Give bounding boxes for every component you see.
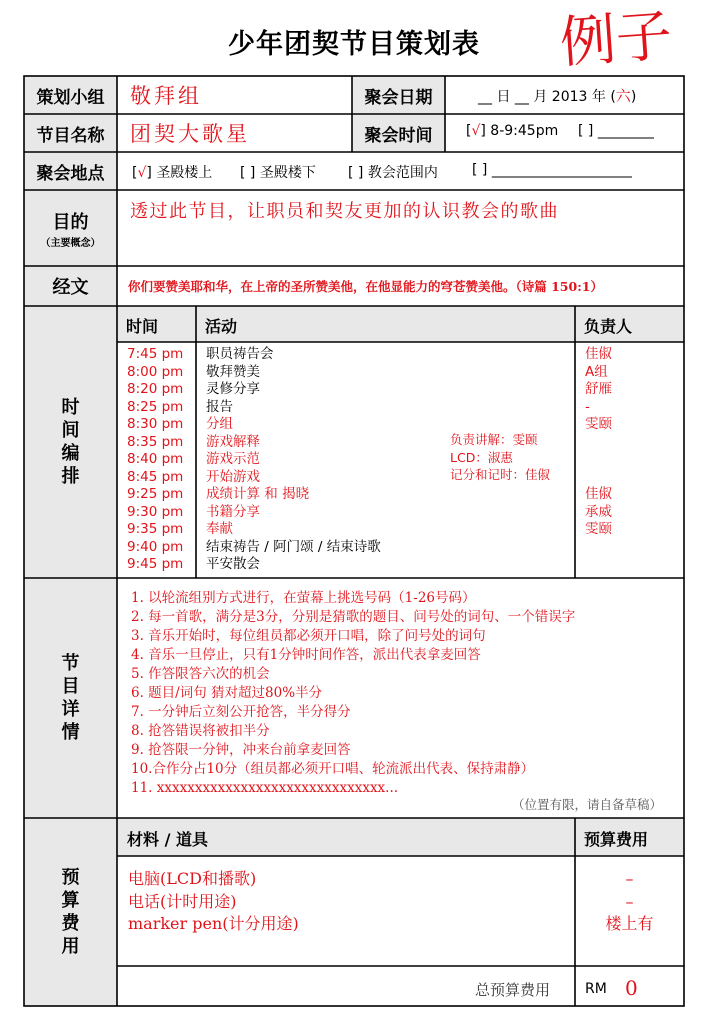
schedule-time: 8:25 pm [127,398,184,415]
schedule-activity: 平安散会 [206,556,260,572]
group-label: 策划小组 [36,87,105,108]
budget-cost: 楼上有 [605,914,654,933]
schedule-time: 8:30 pm [127,416,184,432]
total-value: 0 [625,976,638,1000]
schedule-person [585,469,612,487]
schedule-person: - [585,398,590,415]
check-icon: √ [471,123,481,139]
col-cost-header: 预算费用 [584,830,649,849]
budget-costs [575,868,684,936]
budget-side-label: 预 算 费 用 [61,867,80,957]
schedule-activity: 游戏解释 [206,433,260,450]
schedule-person: 佳俶 [585,486,612,502]
schedule-notes [450,431,550,484]
detail-item: 6. 题目/词句 猜对超过80%半分 [131,685,323,701]
schedule-person [585,451,612,469]
verse-label: 经文 [52,277,89,298]
check-icon: √ [137,165,147,181]
schedule-time: 8:45 pm [127,468,184,485]
budget-item: 电脑(LCD和播歌) [128,869,257,888]
schedule-person: 承威 [585,503,612,520]
schedule-time: 9:45 pm [127,556,184,572]
details-footnote: （位置有限，请自备草稿） [512,797,663,812]
date-value: __ 日 __ 月 2013 年 (六) [478,87,637,105]
schedule-time: 8:40 pm [127,451,184,467]
time-option-1[interactable]: [√] 8-9:45pm [466,123,559,139]
schedule-time: 9:30 pm [127,503,184,520]
note-lcd: LCD：淑惠 [450,449,513,465]
detail-item: 7. 一分钟后立刻公开抢答，半分得分 [131,704,351,720]
schedule-activity: 报告 [206,398,233,415]
note-explainer: 负责讲解：雯颐 [450,432,538,447]
program-name-label: 节目名称 [36,125,105,146]
group-value: 敬拜组 [130,84,202,108]
detail-item: 4. 音乐一旦停止，只有1分钟时间作答，派出代表拿麦回答 [131,647,481,663]
purpose-label: 目的 [52,211,89,233]
schedule-time: 9:35 pm [127,521,184,537]
schedule-activity: 书籍分享 [206,503,260,520]
detail-item: 8. 抢答错误将被扣半分 [131,723,270,739]
schedule-persons [585,346,612,539]
schedule-activity: 成绩计算 和 揭晓 [206,486,310,502]
schedule-person: A组 [585,363,608,380]
purpose-sublabel: （主要概念） [40,237,101,249]
page-title: 少年团契节目策划表 [228,29,480,60]
venue-option-other[interactable]: [ ] ____________________ [472,162,632,178]
schedule-activity: 奉献 [206,521,233,537]
purpose-label-cell [24,190,117,266]
col-time-header: 时间 [126,317,159,336]
schedule-time: 8:20 pm [127,381,184,397]
budget-item: marker pen(计分用途) [128,914,299,933]
budget-items [128,868,299,936]
example-stamp: 例子 [557,3,675,77]
col-materials-header: 材料 / 道具 [127,830,208,849]
date-weekday: 六 [615,87,631,105]
budget-cost: – [625,891,634,911]
program-name-value: 团契大歌星 [130,122,250,146]
schedule-person: 雯颐 [585,416,612,432]
schedule-time: 7:45 pm [127,346,184,362]
schedule-times [127,346,183,574]
verse-value: 你们要赞美耶和华，在上帝的圣所赞美他，在他显能力的穹苍赞美他。（诗篇 150:1） [128,279,604,294]
venue-option-church[interactable]: [ ] 教会范围内 [348,165,438,181]
time-option-2[interactable]: [ ] ________ [578,123,654,139]
detail-item: 10.合作分占10分（组员都必须开口唱、轮流派出代表、保持肃静） [131,761,535,777]
venue-option-downstairs[interactable]: [ ] 圣殿楼下 [240,165,316,181]
details-list [131,589,575,798]
schedule-time: 9:25 pm [127,486,184,502]
schedule-time: 8:00 pm [127,363,184,380]
total-label: 总预算费用 [475,981,551,999]
venue-label: 聚会地点 [36,163,105,184]
schedule-person: 舒雁 [585,381,612,397]
purpose-value: 透过此节目，让职员和契友更加的认识教会的歌曲 [130,201,559,222]
note-scorer: 记分和记时：佳俶 [450,467,551,482]
detail-item: 9. 抢答限一分钟，冲来台前拿麦回答 [131,742,351,758]
schedule-activity: 灵修分享 [206,381,260,397]
detail-item: 5. 作答限答六次的机会 [131,666,270,682]
currency-label: RM [585,981,607,997]
venue-option-upstairs[interactable]: [√] 圣殿楼上 [132,165,213,181]
budget-item: 电话(计时用途) [128,891,237,911]
schedule-activities [206,346,381,574]
schedule-activity: 敬拜赞美 [206,363,260,380]
schedule-activity: 开始游戏 [206,468,260,485]
schedule-time: 9:40 pm [127,538,184,555]
detail-item: 3. 音乐开始时，每位组员都必须开口唱，除了问号处的词句 [131,628,486,644]
details-side-label: 节 目 详 情 [61,653,80,743]
schedule-activity: 职员祷告会 [206,346,274,362]
col-person-header: 负责人 [584,317,633,336]
schedule-person [585,434,612,452]
detail-item: 1. 以轮流组别方式进行，在萤幕上挑选号码（1-26号码） [131,590,476,606]
col-activity-header: 活动 [205,317,238,336]
schedule-activity: 结束祷告 / 阿门颂 / 结束诗歌 [206,538,381,555]
schedule-side-label: 时 间 编 排 [61,397,80,487]
schedule-person: 佳俶 [585,346,612,362]
budget-cost: – [625,869,634,888]
detail-item: 11. xxxxxxxxxxxxxxxxxxxxxxxxxxxxxx... [131,780,399,796]
schedule-activity: 游戏示范 [206,451,260,467]
meeting-time-label: 聚会时间 [364,125,433,146]
date-label: 聚会日期 [364,87,433,108]
schedule-person: 雯颐 [585,521,612,537]
schedule-time: 8:35 pm [127,433,184,450]
schedule-activity: 分组 [206,416,233,432]
detail-item: 2. 每一首歌，满分是3分，分别是猜歌的题目、问号处的词句、一个错误字 [131,609,576,625]
